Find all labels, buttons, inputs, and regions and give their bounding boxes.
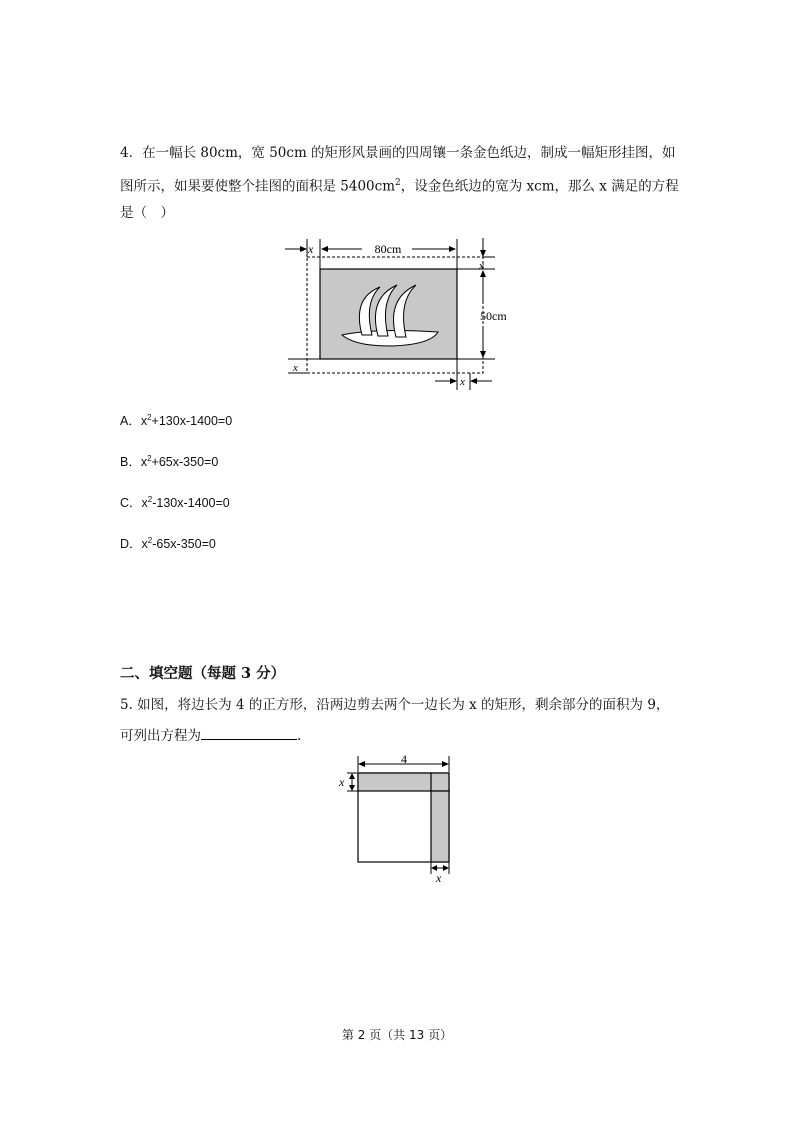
q4-line-3: 是（ ）: [120, 205, 174, 221]
q5-fig-side-label: 4: [401, 752, 407, 766]
option-text: +65x-350=0: [151, 455, 219, 469]
q5-line-1: 5. 如图，将边长为 4 的正方形，沿两边剪去两个一边长为 x 的矩形，剩余部分的面积为 9，: [120, 697, 670, 713]
q4-line-2-sup: 2: [395, 178, 401, 188]
option-sup: 2: [147, 412, 152, 422]
q4-fig-80cm: 80cm: [374, 242, 402, 256]
option-letter: B．: [120, 455, 141, 469]
option-text: -130x-1400=0: [152, 496, 230, 510]
q5-fig-x-bottom: x: [436, 871, 442, 885]
q4-line-2-start: 图所示，如果要使整个挂图的面积是 5400cm: [120, 178, 396, 195]
q5-fig-x-left: x: [339, 775, 345, 789]
option-text: -65x-350=0: [152, 537, 216, 551]
option-b[interactable]: [120, 452, 218, 470]
q5-line-2-text: 可列出方程为: [120, 728, 201, 744]
option-text: x: [140, 414, 148, 428]
page-footer: 第 2 页（共 13 页）: [341, 1028, 453, 1042]
q4-fig-x-top: x: [308, 242, 314, 256]
option-a[interactable]: [120, 411, 232, 429]
q4-fig-x-bottom-right: x: [460, 376, 465, 388]
q5-figure: [333, 750, 463, 886]
option-sup: 2: [147, 494, 153, 504]
q4-fig-50cm: 50cm: [480, 309, 507, 323]
q4-line-2: [120, 173, 679, 197]
q5-line-2-end: .: [297, 728, 302, 744]
section-heading: 二、填空题（每题 3 分）: [120, 665, 286, 682]
answer-blank[interactable]: [201, 725, 297, 740]
option-text: +130x-1400=0: [151, 414, 233, 428]
q4-line-2-end: ，设金色纸边的宽为 xcm，那么 x 满足的方程: [400, 178, 679, 195]
option-text: x: [141, 537, 148, 551]
option-sup: 2: [147, 453, 152, 463]
shaded-right-strip: [431, 791, 449, 862]
option-text: x: [141, 496, 148, 510]
q4-line-1: 4．在一幅长 80cm，宽 50cm 的矩形风景画的四周镶一条金色纸边，制成一幅矩形挂图，如: [120, 145, 676, 161]
q4-fig-x-right: x: [479, 260, 484, 272]
option-c[interactable]: [120, 493, 230, 511]
option-letter: D．: [120, 537, 142, 551]
option-sup: 2: [147, 535, 153, 545]
option-text: x: [140, 455, 148, 469]
shaded-top-strip: [358, 773, 449, 791]
q4-figure: [280, 232, 520, 392]
option-letter: C．: [120, 496, 142, 510]
q4-fig-x-bottom-left: x: [293, 362, 298, 374]
q5-line-2: [120, 725, 301, 746]
option-d[interactable]: [120, 534, 216, 552]
option-letter: A．: [120, 414, 141, 428]
